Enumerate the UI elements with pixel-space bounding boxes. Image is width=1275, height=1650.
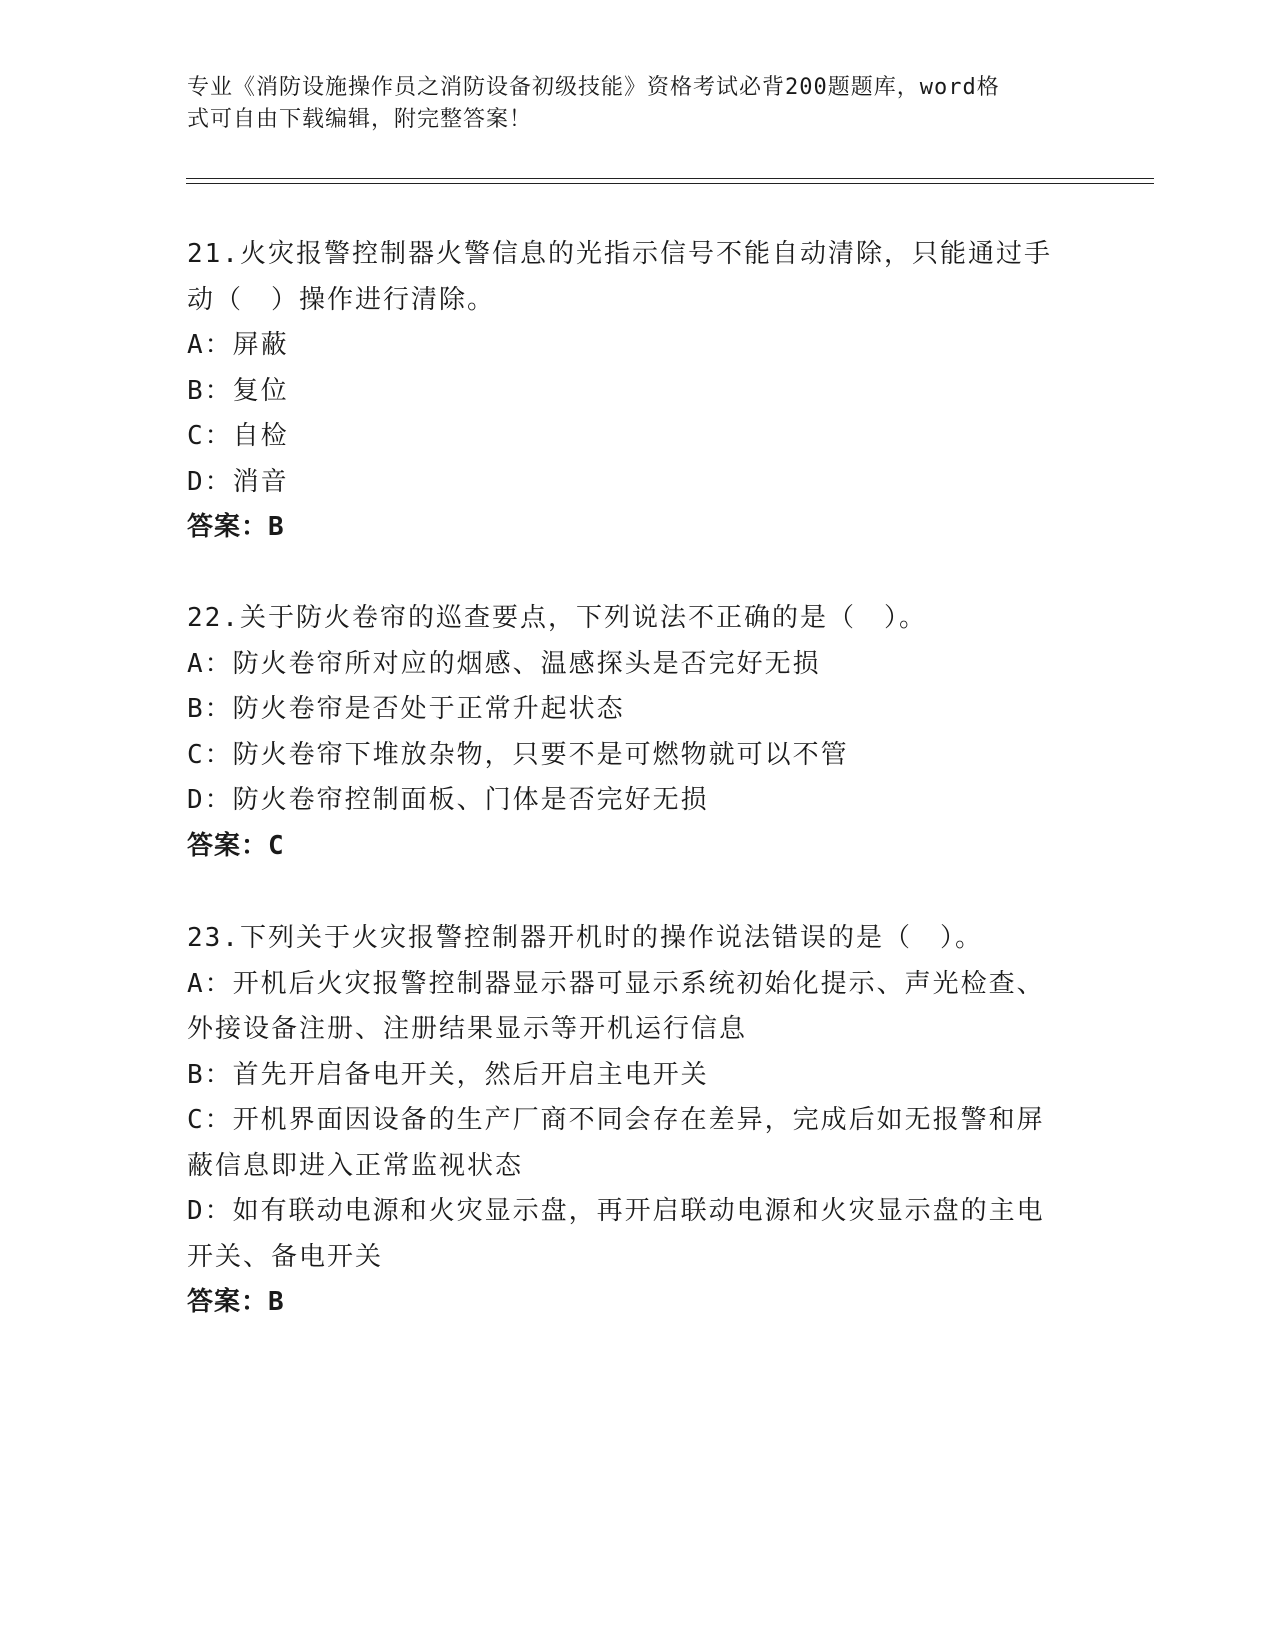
option-b: B：复位 — [187, 375, 289, 406]
option-d: D：如有联动电源和火灾显示盘，再开启联动电源和火灾显示盘的主电 — [187, 1196, 1045, 1226]
option-d: D：消音 — [187, 466, 289, 497]
question-stem-line: 22.关于防火卷帘的巡查要点，下列说法不正确的是（ ）。 — [187, 603, 927, 633]
question-stem-line: 动（ ）操作进行清除。 — [187, 284, 496, 315]
question-21 — [187, 232, 1067, 551]
option-d: D：防火卷帘控制面板、门体是否完好无损 — [187, 785, 709, 815]
option-d-continued: 开关、备电开关 — [187, 1241, 384, 1272]
question-23 — [187, 916, 1067, 1326]
answer-label: 答案：B — [187, 1287, 285, 1317]
answer-label: 答案：B — [187, 512, 285, 542]
question-22 — [187, 596, 1067, 869]
option-a: A：防火卷帘所对应的烟感、温感探头是否完好无损 — [187, 648, 821, 679]
option-a-continued: 外接设备注册、注册结果显示等开机运行信息 — [187, 1014, 748, 1044]
option-c: C：自检 — [187, 421, 289, 451]
option-c: C：防火卷帘下堆放杂物，只要不是可燃物就可以不管 — [187, 739, 849, 770]
header-line-2: 式可自由下载编辑，附完整答案！ — [187, 107, 533, 132]
question-stem-line: 21.火灾报警控制器火警信息的光指示信号不能自动清除，只能通过手 — [187, 239, 1052, 269]
question-stem-line: 23.下列关于火灾报警控制器开机时的操作说法错误的是（ ）。 — [187, 923, 983, 953]
option-c: C：开机界面因设备的生产厂商不同会存在差异，完成后如无报警和屏 — [187, 1105, 1045, 1135]
option-b: B：首先开启备电开关，然后开启主电开关 — [187, 1059, 709, 1090]
header-divider-top — [186, 178, 1154, 179]
option-a: A：开机后火灾报警控制器显示器可显示系统初始化提示、声光检查、 — [187, 968, 1045, 999]
option-c-continued: 蔽信息即进入正常监视状态 — [187, 1150, 524, 1181]
header-divider-bottom — [186, 183, 1154, 184]
header-line-1: 专业《消防设施操作员之消防设备初级技能》资格考试必背200题题库，word格 — [187, 75, 1000, 100]
document-header — [187, 72, 1067, 136]
option-a: A：屏蔽 — [187, 330, 289, 360]
answer-label: 答案：C — [187, 830, 285, 861]
option-b: B：防火卷帘是否处于正常升起状态 — [187, 694, 625, 724]
